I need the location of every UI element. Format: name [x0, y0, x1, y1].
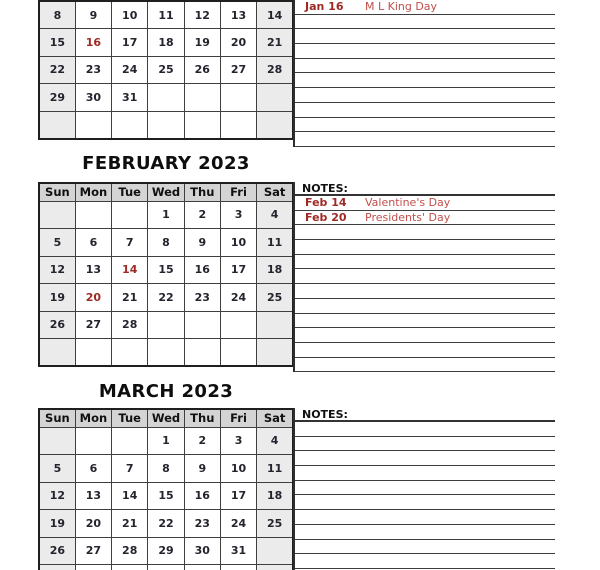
day-cell: 16 — [184, 482, 220, 510]
note-line — [295, 328, 555, 343]
empty-day-cell — [184, 565, 220, 570]
empty-day-cell — [257, 84, 293, 112]
day-cell: 13 — [75, 482, 111, 510]
weekday-header-cell: Mon — [75, 183, 111, 201]
empty-day-cell — [148, 339, 184, 367]
empty-day-cell — [220, 339, 256, 367]
day-cell: 2 — [184, 427, 220, 455]
day-cell: 28 — [257, 56, 293, 84]
day-cell: 24 — [112, 56, 148, 84]
day-cell: 9 — [184, 455, 220, 483]
note-line — [295, 269, 555, 284]
note-line — [295, 495, 555, 510]
empty-day-cell — [39, 339, 75, 367]
day-cell: 1 — [148, 201, 184, 229]
note-date: Feb 14 — [305, 196, 347, 209]
day-cell: 30 — [184, 537, 220, 565]
empty-day-cell — [112, 339, 148, 367]
weekday-header-cell: Sat — [257, 409, 293, 427]
day-cell: 15 — [148, 482, 184, 510]
day-cell: 18 — [257, 482, 293, 510]
empty-day-cell — [75, 427, 111, 455]
day-cell: 16 — [184, 256, 220, 284]
notes-heading: NOTES: — [295, 182, 555, 196]
empty-day-cell — [148, 311, 184, 339]
day-cell: 5 — [39, 455, 75, 483]
empty-day-cell — [184, 84, 220, 112]
empty-day-cell — [39, 427, 75, 455]
weekday-header-cell: Fri — [220, 409, 256, 427]
empty-day-cell — [39, 201, 75, 229]
day-cell: 6 — [75, 229, 111, 257]
day-cell: 9 — [75, 1, 111, 29]
empty-day-cell — [257, 111, 293, 139]
note-line — [295, 466, 555, 481]
note-date: Feb 20 — [305, 210, 347, 224]
weekday-header-cell: Tue — [112, 409, 148, 427]
day-cell: 11 — [257, 455, 293, 483]
empty-day-cell — [75, 201, 111, 229]
day-cell: 2 — [184, 201, 220, 229]
note-line — [295, 437, 555, 452]
day-cell: 17 — [220, 256, 256, 284]
note-line — [295, 59, 555, 74]
day-cell: 5 — [39, 229, 75, 257]
empty-day-cell — [148, 111, 184, 139]
day-cell: 11 — [257, 229, 293, 257]
calendar-week-row — [39, 510, 293, 538]
note-line — [295, 73, 555, 88]
day-cell: 28 — [112, 537, 148, 565]
empty-day-cell — [148, 84, 184, 112]
weekday-header-cell: Sun — [39, 183, 75, 201]
calendar-week-row — [39, 427, 293, 455]
empty-day-cell — [112, 427, 148, 455]
day-cell: 16 — [75, 29, 111, 57]
calendar-week-row — [39, 311, 293, 339]
day-cell: 19 — [39, 510, 75, 538]
note-line — [295, 44, 555, 59]
day-cell: 26 — [39, 537, 75, 565]
day-cell: 25 — [257, 510, 293, 538]
calendar-week-row — [39, 201, 293, 229]
day-cell: 9 — [184, 229, 220, 257]
note-date: Jan 16 — [305, 0, 344, 13]
day-cell: 20 — [75, 510, 111, 538]
day-cell: 10 — [220, 455, 256, 483]
empty-day-cell — [257, 537, 293, 565]
day-cell: 13 — [75, 256, 111, 284]
day-cell: 22 — [148, 510, 184, 538]
day-cell: 15 — [39, 29, 75, 57]
month-title-march: MARCH 2023 — [98, 381, 234, 402]
empty-day-cell — [184, 111, 220, 139]
day-cell: 24 — [220, 510, 256, 538]
day-cell: 23 — [184, 284, 220, 312]
empty-day-cell — [75, 339, 111, 367]
day-cell: 12 — [39, 482, 75, 510]
day-cell: 22 — [148, 284, 184, 312]
note-line — [295, 225, 555, 240]
empty-day-cell — [112, 565, 148, 570]
note-line — [295, 255, 555, 270]
day-cell: 14 — [257, 1, 293, 29]
weekday-header-row — [39, 183, 293, 201]
calendar-week-row — [39, 455, 293, 483]
march-calendar-table — [38, 408, 294, 570]
day-cell: 7 — [112, 229, 148, 257]
day-cell: 28 — [112, 311, 148, 339]
march-calendar — [38, 408, 294, 570]
day-cell: 29 — [148, 537, 184, 565]
empty-day-cell — [220, 565, 256, 570]
month-title-february: FEBRUARY 2023 — [82, 153, 250, 174]
day-cell: 27 — [220, 56, 256, 84]
note-line — [295, 451, 555, 466]
day-cell: 25 — [257, 284, 293, 312]
note-label: M L King Day — [365, 0, 438, 13]
february-calendar-table — [38, 182, 294, 367]
note-line — [295, 358, 555, 373]
note-line — [295, 211, 555, 226]
march-notes-panel — [293, 408, 555, 570]
empty-day-cell — [257, 311, 293, 339]
note-line — [295, 29, 555, 44]
note-line — [295, 240, 555, 255]
day-cell: 31 — [112, 84, 148, 112]
day-cell: 6 — [75, 455, 111, 483]
weekday-header-cell: Fri — [220, 183, 256, 201]
empty-day-cell — [184, 311, 220, 339]
day-cell: 19 — [184, 29, 220, 57]
day-cell: 14 — [112, 256, 148, 284]
empty-day-cell — [184, 339, 220, 367]
january-notes-panel — [293, 0, 555, 147]
weekday-header-cell: Wed — [148, 409, 184, 427]
note-line — [295, 88, 555, 103]
note-line — [295, 540, 555, 555]
note-line — [295, 314, 555, 329]
calendar-week-row — [39, 229, 293, 257]
empty-day-cell — [220, 84, 256, 112]
day-cell: 26 — [39, 311, 75, 339]
note-line — [295, 299, 555, 314]
day-cell: 10 — [220, 229, 256, 257]
day-cell: 14 — [112, 482, 148, 510]
calendar-week-row — [39, 84, 293, 112]
note-label: Valentine's Day — [365, 196, 451, 209]
day-cell: 19 — [39, 284, 75, 312]
day-cell: 31 — [220, 537, 256, 565]
note-line — [295, 15, 555, 30]
calendar-week-row — [39, 284, 293, 312]
weekday-header-cell: Wed — [148, 183, 184, 201]
day-cell: 30 — [75, 84, 111, 112]
calendar-week-row — [39, 565, 293, 570]
empty-day-cell — [39, 565, 75, 570]
day-cell: 17 — [220, 482, 256, 510]
day-cell: 21 — [112, 510, 148, 538]
january-calendar-table — [38, 0, 294, 140]
day-cell: 8 — [39, 1, 75, 29]
day-cell: 26 — [184, 56, 220, 84]
note-line — [295, 343, 555, 358]
note-line — [295, 554, 555, 569]
weekday-header-cell: Sun — [39, 409, 75, 427]
day-cell: 11 — [148, 1, 184, 29]
note-line — [295, 0, 555, 15]
day-cell: 18 — [148, 29, 184, 57]
day-cell: 8 — [148, 229, 184, 257]
day-cell: 12 — [184, 1, 220, 29]
day-cell: 23 — [184, 510, 220, 538]
day-cell: 4 — [257, 427, 293, 455]
calendar-week-row — [39, 1, 293, 29]
day-cell: 3 — [220, 427, 256, 455]
note-line — [295, 132, 555, 147]
day-cell: 10 — [112, 1, 148, 29]
note-line — [295, 422, 555, 437]
day-cell: 17 — [112, 29, 148, 57]
day-cell: 20 — [220, 29, 256, 57]
day-cell: 15 — [148, 256, 184, 284]
empty-day-cell — [148, 565, 184, 570]
empty-day-cell — [257, 565, 293, 570]
calendar-week-row — [39, 29, 293, 57]
note-line — [295, 284, 555, 299]
day-cell: 8 — [148, 455, 184, 483]
note-line — [295, 103, 555, 118]
day-cell: 7 — [112, 455, 148, 483]
day-cell: 27 — [75, 311, 111, 339]
note-line — [295, 196, 555, 211]
day-cell: 1 — [148, 427, 184, 455]
calendar-week-row — [39, 56, 293, 84]
empty-day-cell — [220, 111, 256, 139]
empty-day-cell — [220, 311, 256, 339]
day-cell: 24 — [220, 284, 256, 312]
weekday-header-cell: Tue — [112, 183, 148, 201]
day-cell: 22 — [39, 56, 75, 84]
empty-day-cell — [75, 565, 111, 570]
day-cell: 21 — [257, 29, 293, 57]
note-label: Presidents' Day — [365, 210, 451, 224]
calendar-week-row — [39, 339, 293, 367]
day-cell: 18 — [257, 256, 293, 284]
empty-day-cell — [112, 111, 148, 139]
calendar-week-row — [39, 256, 293, 284]
day-cell: 23 — [75, 56, 111, 84]
calendar-week-row — [39, 482, 293, 510]
empty-day-cell — [112, 201, 148, 229]
empty-day-cell — [257, 339, 293, 367]
note-line — [295, 118, 555, 133]
day-cell: 3 — [220, 201, 256, 229]
day-cell: 12 — [39, 256, 75, 284]
day-cell: 29 — [39, 84, 75, 112]
day-cell: 4 — [257, 201, 293, 229]
day-cell: 21 — [112, 284, 148, 312]
day-cell: 13 — [220, 1, 256, 29]
weekday-header-cell: Thu — [184, 183, 220, 201]
february-notes-panel — [293, 182, 555, 372]
weekday-header-cell: Thu — [184, 409, 220, 427]
notes-heading: NOTES: — [295, 408, 555, 422]
calendar-week-row — [39, 537, 293, 565]
note-line — [295, 525, 555, 540]
february-calendar — [38, 182, 294, 367]
january-calendar — [38, 0, 294, 140]
empty-day-cell — [39, 111, 75, 139]
weekday-header-cell: Sat — [257, 183, 293, 201]
weekday-header-cell: Mon — [75, 409, 111, 427]
note-line — [295, 481, 555, 496]
day-cell: 25 — [148, 56, 184, 84]
day-cell: 20 — [75, 284, 111, 312]
day-cell: 27 — [75, 537, 111, 565]
empty-day-cell — [75, 111, 111, 139]
weekday-header-row — [39, 409, 293, 427]
calendar-week-row — [39, 111, 293, 139]
note-line — [295, 510, 555, 525]
